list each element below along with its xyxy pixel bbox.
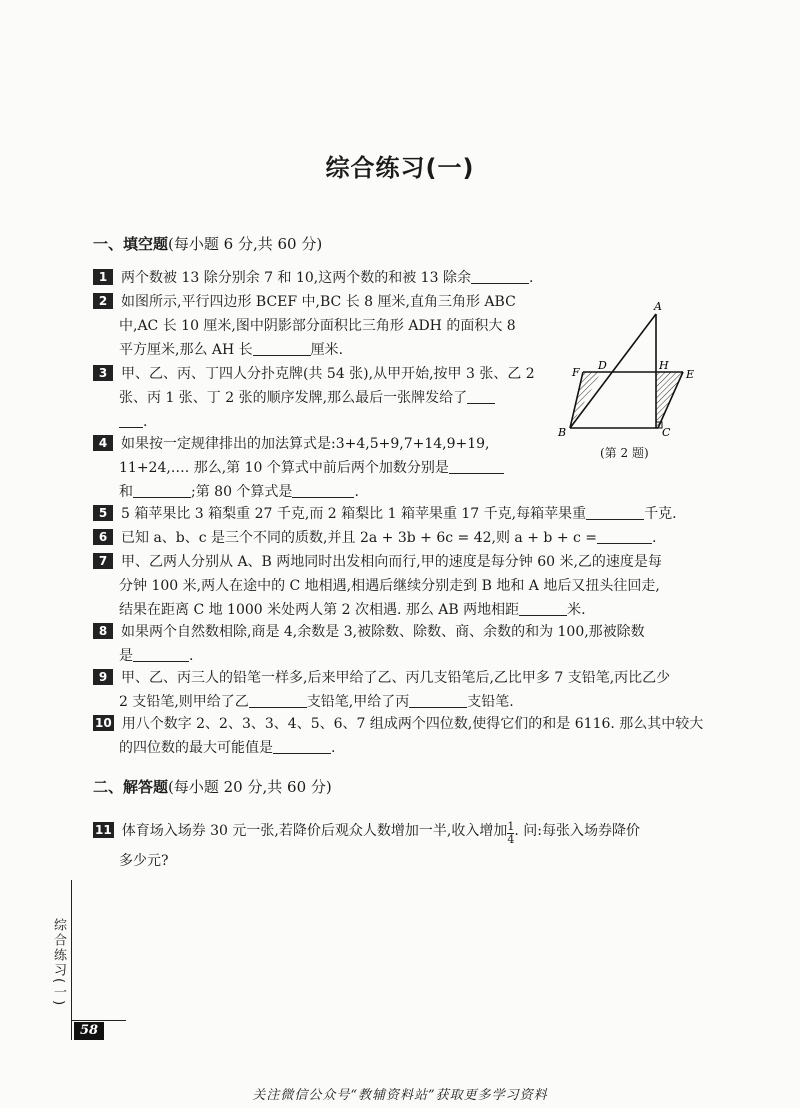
label-e: E xyxy=(686,368,695,381)
question-text: 5 箱苹果比 3 箱梨重 27 千克,而 2 箱梨比 1 箱苹果重 17 千克,每箱苹果重 xyxy=(121,506,587,522)
shaded-region-left xyxy=(570,372,601,428)
answer-blank[interactable] xyxy=(519,601,567,616)
question-text: 如图所示,平行四边形 BCEF 中,BC 长 8 厘米,直角三角形 ABC xyxy=(121,294,516,310)
answer-blank[interactable] xyxy=(119,413,143,428)
answer-blank[interactable] xyxy=(133,647,189,662)
question-text: 甲、乙、丙三人的铅笔一样多,后来甲给了乙、丙几支铅笔后,乙比甲多 7 支铅笔,丙比乙少 xyxy=(121,670,671,686)
question-text: . 问:每张入场券降价 xyxy=(514,823,640,839)
answer-blank[interactable] xyxy=(409,693,467,708)
label-b: B xyxy=(558,426,567,439)
question-number: 1 xyxy=(93,269,113,285)
question-text: 已知 a、b、c 是三个不同的质数,并且 2a + 3b + 6c = 42,则 a + b + c = xyxy=(121,530,598,546)
section-1-title: 一、填空题 xyxy=(93,235,169,253)
page-number: 58 xyxy=(74,1022,104,1040)
question-number: 5 xyxy=(93,505,113,521)
page-title: 综合练习(一) xyxy=(325,154,475,182)
parallelogram-figure xyxy=(556,300,706,440)
question-9 xyxy=(93,666,713,714)
fraction-denominator: 4 xyxy=(507,833,515,846)
question-2 xyxy=(93,290,563,362)
question-text: . xyxy=(331,740,336,756)
section-heading-fill-in xyxy=(93,233,322,254)
question-text: 11+24,…. 那么,第 10 个算式中前后两个加数分别是 xyxy=(119,460,449,476)
question-text: 米. xyxy=(567,602,586,618)
section-heading-solve xyxy=(93,776,332,797)
label-c: C xyxy=(662,426,671,439)
question-10 xyxy=(93,712,713,760)
question-11 xyxy=(93,816,713,876)
margin-rule-horizontal xyxy=(71,1020,126,1021)
question-text: ;第 80 个算式是 xyxy=(191,484,293,500)
answer-blank[interactable] xyxy=(586,505,644,520)
question-5 xyxy=(93,502,713,526)
answer-blank[interactable] xyxy=(449,459,504,474)
question-text: 平方厘米,那么 AH 长 xyxy=(119,342,253,358)
question-text: 中,AC 长 10 厘米,图中阴影部分面积比三角形 ADH 的面积大 8 xyxy=(119,318,516,334)
question-number: 11 xyxy=(95,823,112,837)
answer-blank[interactable] xyxy=(467,389,495,404)
question-text: 如果两个自然数相除,商是 4,余数是 3,被除数、除数、商、余数的和为 100,那被除数 xyxy=(121,624,645,640)
answer-blank[interactable] xyxy=(471,269,529,284)
answer-blank[interactable] xyxy=(273,739,331,754)
question-6 xyxy=(93,526,713,550)
answer-blank[interactable] xyxy=(597,529,652,544)
answer-blank[interactable] xyxy=(249,693,307,708)
question-text: 厘米. xyxy=(310,342,344,358)
question-7 xyxy=(93,550,713,622)
question-text: 甲、乙两人分别从 A、B 两地同时出发相向而行,甲的速度是每分钟 60 米,乙的速度是每 xyxy=(121,554,662,570)
question-text: 如果按一定规律排出的加法算式是:3+4,5+9,7+14,9+19, xyxy=(121,436,490,452)
question-3 xyxy=(93,362,563,434)
question-text: 结果在距离 C 地 1000 米处两人第 2 次相遇. 那么 AB 两地相距 xyxy=(119,602,520,618)
label-a: A xyxy=(654,300,662,313)
answer-blank[interactable] xyxy=(253,341,311,356)
question-text: . xyxy=(528,270,534,286)
question-text: . xyxy=(652,530,657,546)
question-number: 2 xyxy=(93,293,113,309)
label-f: F xyxy=(572,366,580,379)
section-2-note: (每小题 20 分,共 60 分) xyxy=(168,778,332,796)
question-text: 用八个数字 2、2、3、3、4、5、6、7 组成两个四位数,使得它们的和是 6116. 那么其中较大 xyxy=(121,716,704,732)
question-text: . xyxy=(354,484,359,500)
question-text: 两个数被 13 除分别余 7 和 10,这两个数的和被 13 除余 xyxy=(121,270,471,286)
margin-rule xyxy=(71,880,72,1040)
question-text: 甲、乙、丙、丁四人分扑克牌(共 54 张),从甲开始,按甲 3 张、乙 2 xyxy=(121,366,535,382)
question-text: 2 支铅笔,则甲给了乙 xyxy=(119,694,249,710)
question-text: 的四位数的最大可能值是 xyxy=(119,740,273,756)
question-number: 8 xyxy=(93,623,113,639)
section-1-note: (每小题 6 分,共 60 分) xyxy=(168,235,323,253)
question-text: 支铅笔. xyxy=(467,694,514,710)
sidebar-section-label: 综合练习(一) xyxy=(51,918,66,1008)
question-number: 7 xyxy=(93,553,113,569)
question-text: 体育场入场券 30 元一张,若降价后观众人数增加一半,收入增加 xyxy=(121,823,508,839)
question-text: . xyxy=(189,648,194,664)
figure-caption: (第 2 题) xyxy=(600,446,649,460)
question-number: 9 xyxy=(93,669,113,685)
label-d: D xyxy=(598,359,607,372)
question-8 xyxy=(93,620,713,668)
question-4 xyxy=(93,432,563,504)
answer-blank[interactable] xyxy=(292,483,354,498)
question-1 xyxy=(93,266,713,290)
question-number: 4 xyxy=(93,435,113,451)
question-text: 多少元? xyxy=(119,853,169,869)
footer-note: 关注微信公众号“教辅资料站”获取更多学习资料 xyxy=(252,1088,548,1103)
label-h: H xyxy=(659,359,669,372)
question-number: 10 xyxy=(95,716,112,730)
question-number: 6 xyxy=(93,529,113,545)
answer-blank[interactable] xyxy=(133,483,191,498)
question-number: 3 xyxy=(93,365,113,381)
edge-ab xyxy=(570,314,656,428)
question-text: 千克. xyxy=(644,506,677,522)
section-2-title: 二、解答题 xyxy=(93,778,169,796)
question-text: 分钟 100 米,两人在途中的 C 地相遇,相遇后继续分别走到 B 地和 A 地后又扭头往回走, xyxy=(119,578,660,594)
question-text: . xyxy=(143,414,148,430)
question-text: 张、丙 1 张、丁 2 张的顺序发牌,那么最后一张牌发给了 xyxy=(119,390,468,406)
question-text: 和 xyxy=(119,484,133,500)
question-text: 支铅笔,甲给了丙 xyxy=(306,694,410,710)
question-text: 是 xyxy=(119,648,133,664)
fraction-numerator: 1 xyxy=(507,820,515,833)
